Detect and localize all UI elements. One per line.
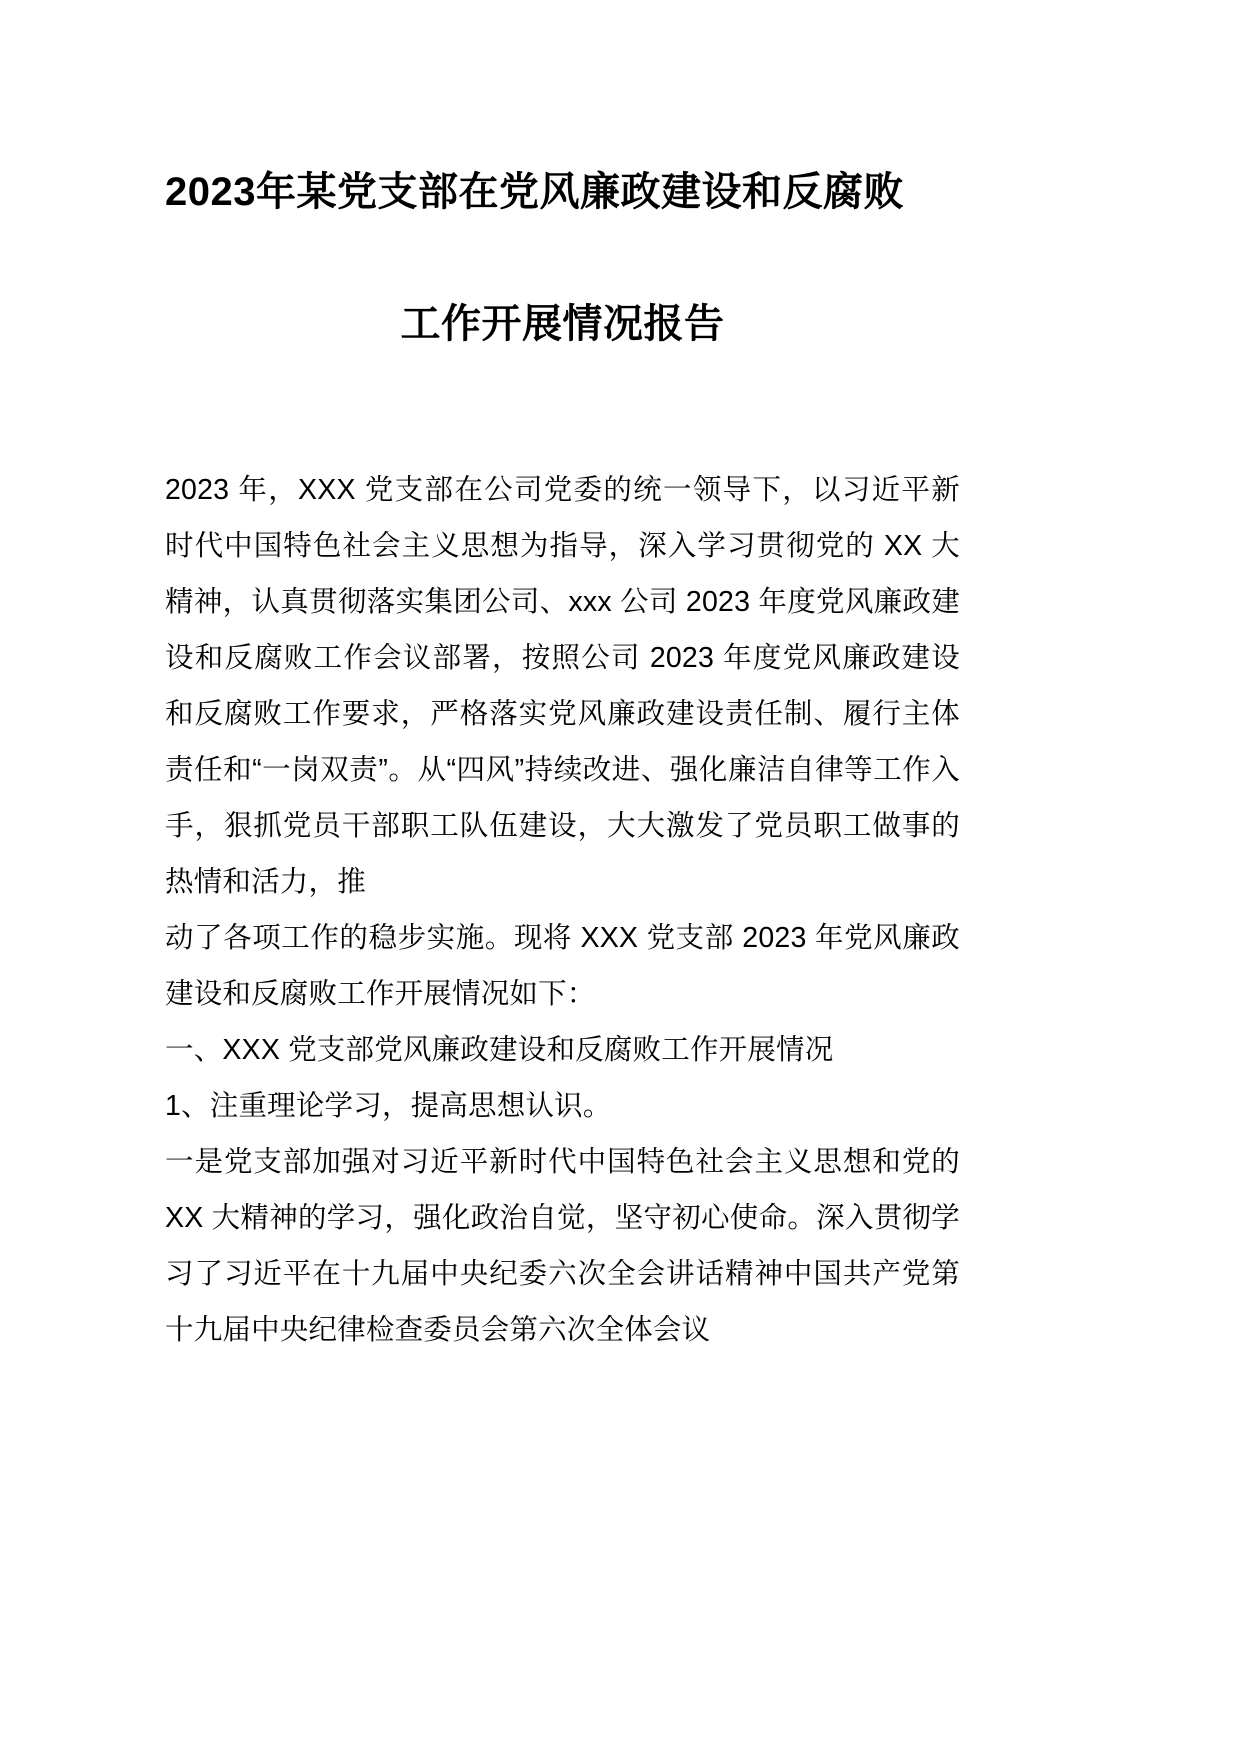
page-title-line-1: 2023年某党支部在党风廉政建设和反腐败 [165, 170, 904, 214]
page-title-line-2: 工作开展情况报告 [400, 302, 725, 346]
document-content [165, 0, 960, 1358]
heading-section-one: 一、XXX 党支部党风廉政建设和反腐败工作开展情况 [165, 1034, 834, 1066]
paragraph-item-1-body: 一是党支部加强对习近平新时代中国特色社会主义思想和党的 XX 大精神的学习，强化政治自觉，坚守初心使命。深入贯彻学习了习近平在十九届中央纪委六次全会讲话精神中国共产党第十九届中央纪律检查委员会第六次全体会议 [165, 1146, 960, 1346]
heading-item-1: 1、注重理论学习，提高思想认识。 [165, 1090, 612, 1122]
paragraph-intro-continued: 动了各项工作的稳步实施。现将 XXX 党支部 2023 年党风廉政建设和反腐败工作开展情况如下： [165, 922, 960, 1010]
paragraph-intro: 2023 年，XXX 党支部在公司党委的统一领导下，以习近平新时代中国特色社会主义思想为指导，深入学习贯彻党的 XX 大精神，认真贯彻落实集团公司、xxx 公司 2023 年度党风廉政建设和反腐败工作会议部署，按照公司 2023 年度党风廉政建设和反腐败工作要求，严格落实党风廉政建设责任制、履行主体责任和“一岗双责”。从“四风”持续改进、强化廉洁自律等工作入手，狠抓党员干部职工队伍建设，大大激发了党员职工做事的热情和活力，推 [165, 474, 960, 898]
page-title [165, 172, 960, 344]
document-body [165, 462, 960, 1358]
